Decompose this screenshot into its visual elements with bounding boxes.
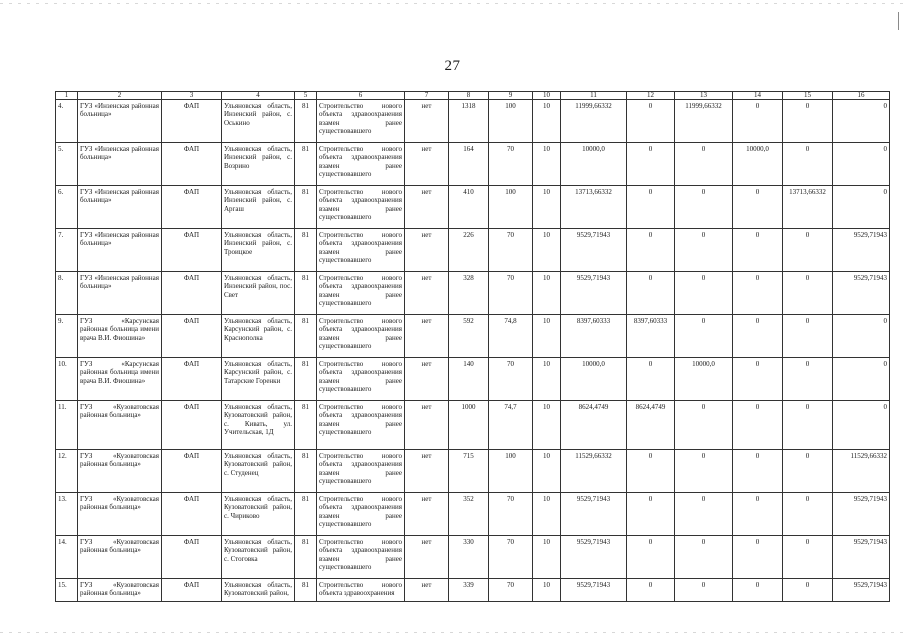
value-cell: 0 [733, 272, 783, 315]
value-cell: нет [405, 450, 449, 493]
value-cell: 10 [533, 358, 561, 401]
value-cell: 0 [733, 450, 783, 493]
row-number: 10. [56, 358, 78, 401]
value-cell: 81 [295, 143, 317, 186]
row-number: 9. [56, 315, 78, 358]
value-cell: 715 [449, 450, 489, 493]
value-cell: 0 [783, 229, 833, 272]
value-cell: нет [405, 579, 449, 602]
value-cell: нет [405, 536, 449, 579]
value-cell: 0 [675, 493, 733, 536]
value-cell: 11999,66332 [561, 100, 627, 143]
value-cell: 0 [783, 143, 833, 186]
column-number: 15 [783, 92, 833, 100]
value-cell: 70 [489, 358, 533, 401]
value-cell: 0 [627, 493, 675, 536]
value-cell: 0 [627, 100, 675, 143]
value-cell: 0 [783, 536, 833, 579]
organization-cell: ГУЗ «Инзенская районная больница» [78, 272, 162, 315]
organization-cell: ГУЗ «Кузоватовская районная больница» [78, 579, 162, 602]
table-row [56, 272, 890, 315]
value-cell: 0 [833, 143, 890, 186]
value-cell: 11529,66332 [561, 450, 627, 493]
value-cell: 0 [627, 536, 675, 579]
value-cell: 74,8 [489, 315, 533, 358]
value-cell: 9529,71943 [833, 229, 890, 272]
value-cell: 10 [533, 100, 561, 143]
column-number: 6 [317, 92, 405, 100]
table-row [56, 493, 890, 536]
address-cell: Ульяновская область, Кузоватовский район, с. Стоговка [222, 536, 295, 579]
facility-type-cell: ФАП [162, 358, 222, 401]
value-cell: 0 [783, 100, 833, 143]
table-row [56, 401, 890, 450]
row-number: 11. [56, 401, 78, 450]
value-cell: 8624,4749 [627, 401, 675, 450]
value-cell: 81 [295, 186, 317, 229]
table-row [56, 536, 890, 579]
table-row [56, 450, 890, 493]
value-cell: 81 [295, 272, 317, 315]
value-cell: 1000 [449, 401, 489, 450]
organization-cell: ГУЗ «Карсунская районная больница имени врача В.И. Фиошина» [78, 315, 162, 358]
scan-edge-mark [898, 12, 899, 30]
value-cell: 1318 [449, 100, 489, 143]
description-cell: Строительство нового объекта здравоохранения взамен ранее существовавшего [317, 229, 405, 272]
column-number: 12 [627, 92, 675, 100]
value-cell: 0 [675, 401, 733, 450]
value-cell: 70 [489, 229, 533, 272]
value-cell: 0 [733, 536, 783, 579]
row-number: 4. [56, 100, 78, 143]
value-cell: 352 [449, 493, 489, 536]
value-cell: 0 [733, 358, 783, 401]
table-row [56, 100, 890, 143]
value-cell: 81 [295, 536, 317, 579]
value-cell: нет [405, 186, 449, 229]
value-cell: 0 [675, 315, 733, 358]
value-cell: 592 [449, 315, 489, 358]
value-cell: 81 [295, 100, 317, 143]
value-cell: 8624,4749 [561, 401, 627, 450]
column-number: 9 [489, 92, 533, 100]
value-cell: 0 [783, 493, 833, 536]
value-cell: 10000,0 [675, 358, 733, 401]
value-cell: 81 [295, 401, 317, 450]
value-cell: 9529,71943 [833, 536, 890, 579]
value-cell: 81 [295, 579, 317, 602]
value-cell: 9529,71943 [833, 272, 890, 315]
description-cell: Строительство нового объекта здравоохранения взамен ранее существовавшего [317, 143, 405, 186]
column-number: 5 [295, 92, 317, 100]
value-cell: 0 [675, 229, 733, 272]
address-cell: Ульяновская область, Кузоватовский район, [222, 579, 295, 602]
value-cell: 100 [489, 450, 533, 493]
value-cell: 9529,71943 [561, 229, 627, 272]
value-cell: нет [405, 100, 449, 143]
row-number: 15. [56, 579, 78, 602]
description-cell: Строительство нового объекта здравоохранения взамен ранее существовавшего [317, 186, 405, 229]
facility-type-cell: ФАП [162, 315, 222, 358]
row-number: 6. [56, 186, 78, 229]
table-row [56, 358, 890, 401]
value-cell: нет [405, 358, 449, 401]
column-number: 2 [78, 92, 162, 100]
value-cell: нет [405, 229, 449, 272]
value-cell: 13713,66332 [783, 186, 833, 229]
address-cell: Ульяновская область, Инзенский район, с. Троицкое [222, 229, 295, 272]
value-cell: 9529,71943 [561, 579, 627, 602]
value-cell: 10000,0 [561, 358, 627, 401]
value-cell: 0 [783, 358, 833, 401]
value-cell: 9529,71943 [833, 579, 890, 602]
value-cell: 140 [449, 358, 489, 401]
value-cell: 10 [533, 272, 561, 315]
table-row [56, 143, 890, 186]
value-cell: 0 [675, 143, 733, 186]
value-cell: 81 [295, 493, 317, 536]
value-cell: 0 [733, 493, 783, 536]
value-cell: 81 [295, 450, 317, 493]
value-cell: 9529,71943 [561, 536, 627, 579]
value-cell: нет [405, 143, 449, 186]
address-cell: Ульяновская область, Инзенский район, с. Возрино [222, 143, 295, 186]
value-cell: 0 [675, 536, 733, 579]
table-row [56, 186, 890, 229]
value-cell: 10 [533, 579, 561, 602]
address-cell: Ульяновская область, Кузоватовский район, с. Кивать, ул. Учительская, 1Д [222, 401, 295, 450]
table-row [56, 315, 890, 358]
address-cell: Ульяновская область, Кузоватовский район, с. Чириково [222, 493, 295, 536]
table-row [56, 579, 890, 602]
value-cell: 0 [627, 143, 675, 186]
value-cell: 0 [675, 272, 733, 315]
value-cell: 0 [675, 186, 733, 229]
address-cell: Ульяновская область, Карсунский район, с. Татарские Горенки [222, 358, 295, 401]
value-cell: 330 [449, 536, 489, 579]
value-cell: 0 [627, 186, 675, 229]
facility-type-cell: ФАП [162, 493, 222, 536]
page-number: 27 [444, 58, 461, 74]
value-cell: 0 [783, 579, 833, 602]
value-cell: 10000,0 [561, 143, 627, 186]
facility-type-cell: ФАП [162, 272, 222, 315]
value-cell: 0 [733, 579, 783, 602]
organization-cell: ГУЗ «Инзенская районная больница» [78, 229, 162, 272]
value-cell: нет [405, 315, 449, 358]
organization-cell: ГУЗ «Кузоватовская районная больница» [78, 493, 162, 536]
organization-cell: ГУЗ «Кузоватовская районная больница» [78, 536, 162, 579]
value-cell: 0 [733, 229, 783, 272]
column-number: 4 [222, 92, 295, 100]
column-number: 7 [405, 92, 449, 100]
column-number: 14 [733, 92, 783, 100]
organization-cell: ГУЗ «Инзенская районная больница» [78, 100, 162, 143]
value-cell: 0 [627, 450, 675, 493]
column-number: 10 [533, 92, 561, 100]
scan-artifact-bottom [0, 632, 905, 633]
value-cell: 11529,66332 [833, 450, 890, 493]
description-cell: Строительство нового объекта здравоохранения взамен ранее существовавшего [317, 450, 405, 493]
value-cell: 410 [449, 186, 489, 229]
value-cell: 0 [833, 401, 890, 450]
description-cell: Строительство нового объекта здравоохранения взамен ранее существовавшего [317, 401, 405, 450]
value-cell: 0 [627, 579, 675, 602]
facility-type-cell: ФАП [162, 450, 222, 493]
organization-cell: ГУЗ «Инзенская районная больница» [78, 143, 162, 186]
description-cell: Строительство нового объекта здравоохранения взамен ранее существовавшего [317, 272, 405, 315]
row-number: 5. [56, 143, 78, 186]
description-cell: Строительство нового объекта здравоохранения взамен ранее существовавшего [317, 493, 405, 536]
facility-type-cell: ФАП [162, 100, 222, 143]
address-cell: Ульяновская область, Инзенский район, пос. Свет [222, 272, 295, 315]
facility-type-cell: ФАП [162, 579, 222, 602]
row-number: 13. [56, 493, 78, 536]
value-cell: 100 [489, 186, 533, 229]
value-cell: 70 [489, 272, 533, 315]
value-cell: 328 [449, 272, 489, 315]
table-row [56, 229, 890, 272]
value-cell: 81 [295, 358, 317, 401]
value-cell: 0 [783, 315, 833, 358]
organization-cell: ГУЗ «Кузоватовская районная больница» [78, 401, 162, 450]
value-cell: 0 [833, 315, 890, 358]
column-number: 11 [561, 92, 627, 100]
facility-type-cell: ФАП [162, 186, 222, 229]
value-cell: 0 [783, 272, 833, 315]
value-cell: 10000,0 [733, 143, 783, 186]
value-cell: 0 [783, 401, 833, 450]
value-cell: 10 [533, 450, 561, 493]
value-cell: 0 [675, 450, 733, 493]
value-cell: 10 [533, 143, 561, 186]
value-cell: 0 [733, 401, 783, 450]
value-cell: 0 [627, 272, 675, 315]
value-cell: 11999,66332 [675, 100, 733, 143]
value-cell: 9529,71943 [561, 493, 627, 536]
column-number: 16 [833, 92, 890, 100]
address-cell: Ульяновская область, Инзенский район, с. Аргаш [222, 186, 295, 229]
value-cell: 0 [733, 315, 783, 358]
value-cell: 0 [833, 186, 890, 229]
facility-type-cell: ФАП [162, 143, 222, 186]
value-cell: 0 [627, 358, 675, 401]
value-cell: 13713,66332 [561, 186, 627, 229]
value-cell: 8397,60333 [561, 315, 627, 358]
description-cell: Строительство нового объекта здравоохранения взамен ранее существовавшего [317, 315, 405, 358]
description-cell: Строительство нового объекта здравоохранения взамен ранее существовавшего [317, 358, 405, 401]
value-cell: 81 [295, 315, 317, 358]
value-cell: 0 [783, 450, 833, 493]
value-cell: 9529,71943 [561, 272, 627, 315]
facilities-table [55, 91, 890, 602]
address-cell: Ульяновская область, Инзенский район, с. Оськино [222, 100, 295, 143]
column-number: 8 [449, 92, 489, 100]
value-cell: 70 [489, 143, 533, 186]
value-cell: 10 [533, 536, 561, 579]
scan-artifact-top [0, 3, 905, 4]
facility-type-cell: ФАП [162, 229, 222, 272]
value-cell: 0 [733, 100, 783, 143]
column-number: 3 [162, 92, 222, 100]
value-cell: 10 [533, 315, 561, 358]
value-cell: 0 [733, 186, 783, 229]
value-cell: 10 [533, 401, 561, 450]
column-number: 1 [56, 92, 78, 100]
value-cell: 10 [533, 186, 561, 229]
description-cell: Строительство нового объекта здравоохранения [317, 579, 405, 602]
value-cell: 100 [489, 100, 533, 143]
facility-type-cell: ФАП [162, 536, 222, 579]
value-cell: 70 [489, 493, 533, 536]
row-number: 7. [56, 229, 78, 272]
organization-cell: ГУЗ «Инзенская районная больница» [78, 186, 162, 229]
value-cell: 0 [675, 579, 733, 602]
value-cell: 10 [533, 493, 561, 536]
row-number: 14. [56, 536, 78, 579]
value-cell: 81 [295, 229, 317, 272]
value-cell: нет [405, 272, 449, 315]
value-cell: 0 [627, 229, 675, 272]
value-cell: 339 [449, 579, 489, 602]
row-number: 12. [56, 450, 78, 493]
organization-cell: ГУЗ «Кузоватовская районная больница» [78, 450, 162, 493]
address-cell: Ульяновская область, Кузоватовский район, с. Студенец [222, 450, 295, 493]
row-number: 8. [56, 272, 78, 315]
value-cell: 70 [489, 579, 533, 602]
value-cell: 0 [833, 100, 890, 143]
value-cell: 0 [833, 358, 890, 401]
column-number: 13 [675, 92, 733, 100]
value-cell: 164 [449, 143, 489, 186]
column-number-row [56, 92, 890, 100]
description-cell: Строительство нового объекта здравоохранения взамен ранее существовавшего [317, 100, 405, 143]
organization-cell: ГУЗ «Карсунская районная больница имени врача В.И. Фиошина» [78, 358, 162, 401]
facility-type-cell: ФАП [162, 401, 222, 450]
value-cell: нет [405, 401, 449, 450]
description-cell: Строительство нового объекта здравоохранения взамен ранее существовавшего [317, 536, 405, 579]
value-cell: 74,7 [489, 401, 533, 450]
value-cell: 9529,71943 [833, 493, 890, 536]
value-cell: 226 [449, 229, 489, 272]
value-cell: 8397,60333 [627, 315, 675, 358]
value-cell: 10 [533, 229, 561, 272]
value-cell: нет [405, 493, 449, 536]
value-cell: 70 [489, 536, 533, 579]
address-cell: Ульяновская область, Карсунский район, с. Краснополка [222, 315, 295, 358]
